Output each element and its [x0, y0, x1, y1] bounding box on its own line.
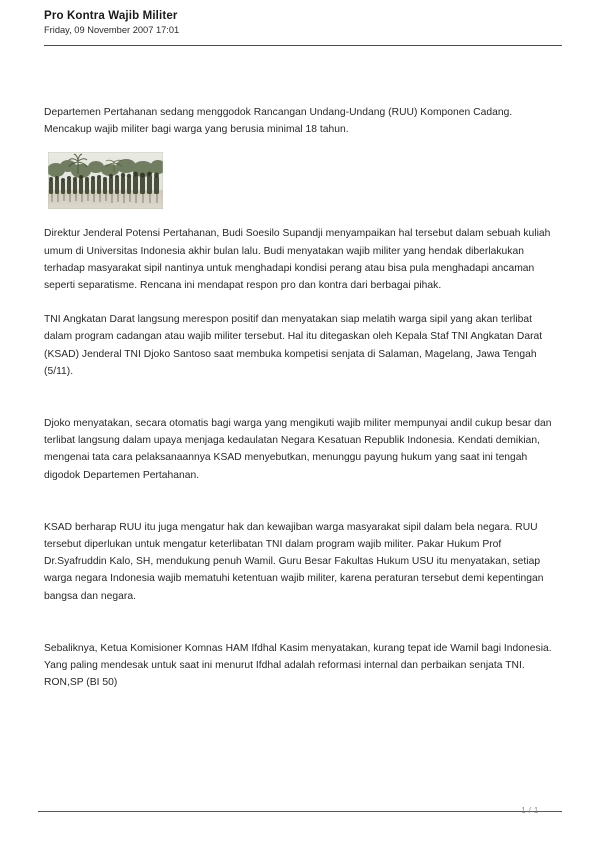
paragraph-3: TNI Angkatan Darat langsung merespon positif dan menyatakan siap melatih warga sipil yang akan terlibat dalam program cadangan atau wajib militer tersebut. Hal itu ditegaskan oleh Kepala Staf TNI Angkatan Darat (KSAD) Jenderal TNI Djoko Santoso saat membuka kompetisi senjata di Salaman, Magelang, Jawa Tengah (5/11).	[44, 314, 543, 377]
document-date: Friday, 09 November 2007 17:01	[44, 25, 180, 35]
paragraph-2: Direktur Jenderal Potensi Pertahanan, Budi Soesilo Supandji menyampaikan hal tersebut dalam sebuah kuliah umum di Universitas Indonesia akhir bulan lalu. Budi menyatakan wajib militer yang hendak diberlakukan terhadap masyarakat sipil nantinya untuk menghadapi kondisi perang atau bisa pula menghadapi ancaman seperti separatisme. Rencana ini mendapat respon pro dan kontra dari berbagai pihak.	[44, 228, 551, 292]
paragraph-5: KSAD berharap RUU itu juga mengatur hak dan kewajiban warga masyarakat sipil dalam bela negara. RUU tersebut diperlukan untuk mengatur keterlibatan TNI dalam program wajib militer. Pakar Hukum Prof Dr.Syafruddin Kalo, SH, mendukung penuh Wamil. Guru Besar Fakultas Hukum USU itu menyatakan, setiap warga negara Indonesia wajib mematuhi ketentuan wajib militer, karena peraturan tersebut demi kepentingan bangsa dan negara.	[44, 521, 544, 602]
paragraph-spacer	[44, 380, 560, 415]
paragraph-spacer	[44, 294, 560, 311]
page-title: Pro Kontra Wajib Militer	[44, 10, 178, 22]
paragraph-6: Sebaliknya, Ketua Komisioner Komnas HAM Ifdhal Kasim menyatakan, kurang tepat ide Wamil bagi Indonesia. Yang paling mendesak untuk saat ini menurut Ifdhal adalah reformasi internal dan perbaikan senjata TNI. RON,SP (BI 50)	[44, 642, 552, 689]
footer-divider	[38, 811, 562, 812]
document-header	[44, 9, 562, 37]
paragraph-spacer	[44, 484, 560, 519]
paragraph-4: Djoko menyatakan, secara otomatis bagi warga yang mengikuti wajib militer mempunyai andil cukup besar dan terlibat langsung dalam upaya menjaga kedaulatan Negara Kesatuan Republik Indonesia. Kendati demikian, mengenai tata cara pelaksanaannya KSAD menyebutkan, menunggu payung hukum yang saat ini tengah digodok Departemen Pertahanan.	[44, 418, 552, 481]
paragraph-1: Departemen Pertahanan sedang menggodok Rancangan Undang-Undang (RUU) Komponen Cadang. Mencakup wajib militer bagi warga yang berusia minimal 18 tahun.	[44, 107, 513, 136]
header-divider	[44, 45, 562, 46]
paragraph-spacer	[44, 605, 560, 640]
page-number: 1 / 1	[521, 806, 539, 815]
soldiers-formation-image	[48, 152, 163, 209]
article-photo	[48, 152, 163, 209]
article-body	[44, 104, 560, 691]
